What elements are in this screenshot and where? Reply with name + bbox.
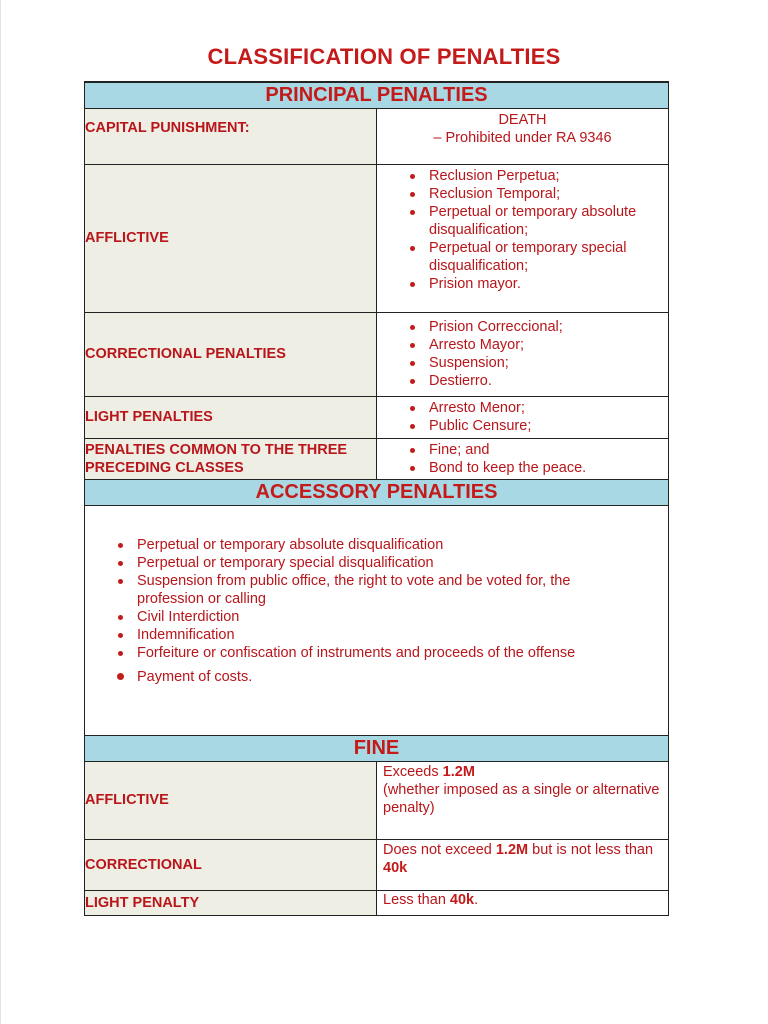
common-list-cell (377, 438, 669, 479)
fine-afflictive-line1 (383, 763, 662, 781)
list-item: Suspension; (429, 354, 668, 372)
list-item: Public Censure; (429, 417, 668, 435)
fine-light-label: LIGHT PENALTY (85, 890, 377, 915)
fine-afflictive-note: (whether imposed as a single or alternative penalty) (383, 781, 660, 816)
fine-header: FINE (85, 735, 669, 761)
common-list (377, 441, 668, 477)
light-penalties-label: LIGHT PENALTIES (85, 396, 377, 438)
light-list-cell (377, 396, 669, 438)
accessory-penalties-header: ACCESSORY PENALTIES (85, 479, 669, 505)
fine-afflictive-label: AFFLICTIVE (85, 761, 377, 839)
death-note: – Prohibited under RA 9346 (433, 129, 612, 146)
list-item: Fine; and (429, 441, 668, 459)
afflictive-label: AFFLICTIVE (85, 164, 377, 312)
common-row (85, 438, 669, 479)
fine-afflictive-value (377, 761, 669, 839)
death-text: DEATH (498, 111, 547, 128)
fine-text: Exceeds (383, 763, 443, 780)
principal-penalties-header: PRINCIPAL PENALTIES (85, 82, 669, 108)
list-item: Arresto Mayor; (429, 336, 668, 354)
list-item: Forfeiture or confiscation of instruments and proceeds of the offense (137, 644, 638, 662)
fine-text: but is not less than (528, 841, 654, 858)
correctional-row (85, 312, 669, 396)
fine-text: Less than (383, 891, 450, 908)
fine-amount: 1.2M (495, 841, 529, 858)
accessory-list (85, 536, 668, 686)
common-penalties-label: PENALTIES COMMON TO THE THREE PRECEDING CLASSES (85, 438, 377, 479)
list-item: Perpetual or temporary absolute disqualification; (429, 203, 668, 239)
list-item: Civil Interdiction (137, 608, 638, 626)
fine-text: . (474, 891, 479, 908)
afflictive-row (85, 164, 669, 312)
accessory-header-row (85, 479, 669, 505)
capital-row (85, 108, 669, 164)
fine-correctional-row (85, 839, 669, 890)
accessory-row (85, 505, 669, 735)
list-item: Indemnification (137, 626, 638, 644)
fine-afflictive-row (85, 761, 669, 839)
afflictive-list (377, 167, 668, 293)
afflictive-list-cell (377, 164, 669, 312)
page-title: CLASSIFICATION OF PENALTIES (207, 44, 561, 69)
penalties-table (84, 81, 669, 916)
list-item: Suspension from public office, the right to vote and be voted for, the profession or calling (137, 572, 638, 608)
fine-correctional-label: CORRECTIONAL (85, 839, 377, 890)
principal-header-row (85, 82, 669, 108)
list-item: Bond to keep the peace. (429, 459, 668, 477)
light-row (85, 396, 669, 438)
correctional-list (377, 318, 668, 390)
capital-punishment-label: CAPITAL PUNISHMENT: (85, 108, 377, 164)
page-edge (0, 0, 1, 1024)
fine-amount: 40k (383, 859, 408, 876)
list-item: Reclusion Temporal; (429, 185, 668, 203)
list-item: Prision mayor. (429, 275, 668, 293)
fine-light-value (377, 890, 669, 915)
list-item: Arresto Menor; (429, 399, 668, 417)
list-item: Reclusion Perpetua; (429, 167, 668, 185)
fine-text: Does not exceed (383, 841, 496, 858)
list-item: Prision Correccional; (429, 318, 668, 336)
list-item: Payment of costs. (137, 668, 638, 686)
fine-correctional-value (377, 839, 669, 890)
fine-light-row (85, 890, 669, 915)
list-item: Perpetual or temporary special disqualification; (429, 239, 668, 275)
list-item: Destierro. (429, 372, 668, 390)
list-item: Perpetual or temporary absolute disqualification (137, 536, 638, 554)
capital-punishment-value (377, 108, 669, 164)
correctional-penalties-label: CORRECTIONAL PENALTIES (85, 312, 377, 396)
list-item: Perpetual or temporary special disqualification (137, 554, 638, 572)
fine-amount: 40k (449, 891, 475, 908)
fine-amount: 1.2M (442, 763, 475, 780)
accessory-list-cell (85, 505, 669, 735)
fine-header-row (85, 735, 669, 761)
light-list (377, 399, 668, 435)
correctional-list-cell (377, 312, 669, 396)
